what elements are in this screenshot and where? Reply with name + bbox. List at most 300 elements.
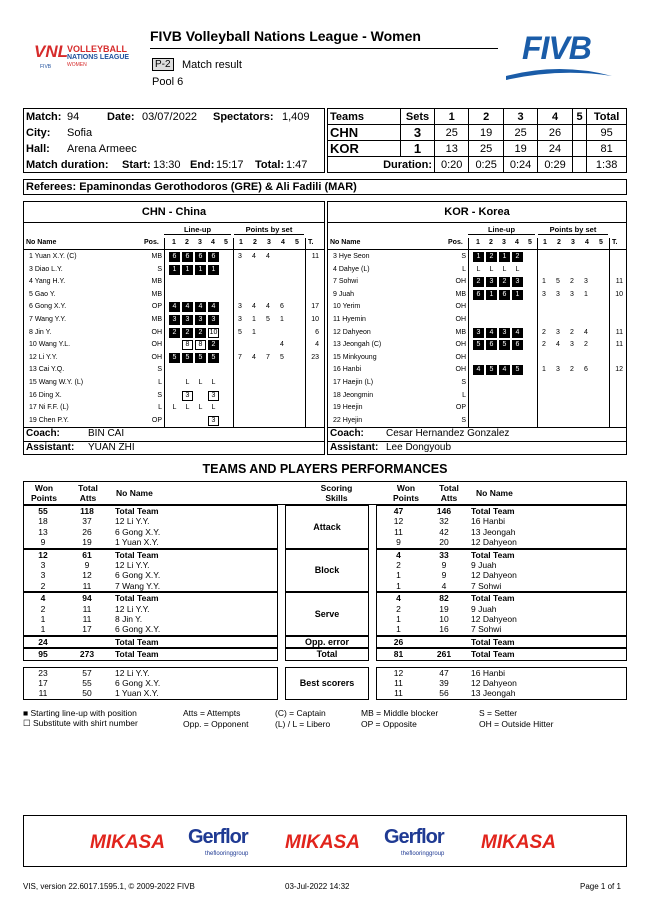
perf-header-cell [24,482,64,504]
lineup-set-number: 4 [211,239,215,246]
perf-cell: 32 [439,516,449,527]
set-points: 6 [280,303,284,311]
kor-coach: Cesar Hernandez Gonzalez [386,428,510,439]
doc-code: P-2 [152,58,174,71]
player-row [328,390,626,402]
score-set: 25 [435,125,469,141]
perf-header-label: Points [31,493,57,503]
player-name: 22 Hyejin [333,416,363,424]
player-total: 4 [315,341,319,349]
player-row [328,314,626,326]
player-row [328,339,626,351]
perf-cell: 12 Dahyeon [471,537,517,548]
player-name: 16 Ding X. [29,391,62,399]
player-position: S [157,366,162,374]
lineup-cell: 6 [486,340,497,350]
perf-cell: 273 [79,649,95,660]
player-total: 10 [311,316,319,323]
perf-cell: 16 Hanbi [471,516,506,527]
no-name-header: No Name [330,239,361,246]
duration-label: Duration: [328,157,435,173]
lineup-cell: 3 [208,315,219,325]
player-total: 6 [315,328,319,336]
legend-captain: (C) = Captain [275,708,326,718]
perf-cell: 33 [439,549,449,560]
set-points: 3 [542,290,546,298]
player-row [24,314,324,326]
kor-assistant: Lee Dongyoub [386,442,452,453]
lineup-cell: 3 [182,391,193,401]
perf-cell: 20 [439,537,449,548]
score-set: 13 [435,141,469,157]
set-points: 3 [570,290,574,298]
lineup-cell: 4 [473,365,484,375]
set-points: 5 [266,316,270,323]
player-row [24,415,324,427]
player-position: OP [151,303,162,311]
lineup-cell: L [489,265,494,273]
perf-cell: 16 Hanbi [471,667,506,678]
perf-cell: 1 Yuan X.Y. [115,688,159,699]
perf-skill-name: Best scorers [299,678,355,689]
lineup-cell: 4 [169,302,180,312]
perf-header-cell [472,482,628,504]
perf-cell: 18 [38,516,48,527]
player-row [24,289,324,301]
perf-cell: Total Team [115,549,159,560]
set-points: 1 [542,278,546,286]
perf-cell: 12 [393,667,404,678]
perf-header-cell [386,482,426,504]
lineup-cell: L [198,404,203,412]
score-table [327,108,627,173]
vnl-logo-line1: VOLLEYBALL [67,44,127,54]
player-name: 17 Ni F.F. (L) [29,404,69,412]
player-name: 5 Gao Y. [29,290,56,298]
set-points: 3 [238,303,242,311]
lineup-set-number: 3 [502,239,506,246]
player-name: 19 Heejin [333,404,363,412]
player-name: 17 Haejin (L) [333,379,374,386]
lineup-cell: 4 [486,328,497,338]
doc-title: Match result [182,59,242,71]
perf-cell: 6 Gong X.Y. [115,677,161,688]
lineup-cell: 6 [195,252,206,262]
lineup-cell: 6 [499,290,510,300]
player-total: 11 [615,328,623,336]
points-by-set-header: Points by set [538,225,608,235]
lineup-cell: 3 [208,416,219,426]
player-position: L [158,379,162,386]
perf-cell: Total Team [471,636,515,647]
spectators-label: Spectators: [213,111,274,123]
lineup-cell: 10 [209,328,218,336]
match-duration-label: Match duration: [26,159,109,171]
total-label: Total: [255,159,285,171]
set-points: 3 [556,366,560,374]
player-total: 11 [311,253,319,260]
chn-assistant: YUAN ZHI [88,442,135,453]
lineup-cell: 2 [195,328,206,338]
lineup-cell: 2 [486,252,497,262]
perf-cell: 9 [441,559,447,570]
perf-cell: 12 Li Y.Y. [115,516,150,527]
no-name-header: No Name [26,239,57,246]
player-row [24,390,324,402]
perf-header [23,481,627,505]
set-points: 3 [584,278,588,286]
perf-cell: 118 [80,506,94,516]
perf-skill-name: Total [316,649,338,660]
perf-cell: Total Team [471,593,515,604]
lineup-cell: 6 [182,252,193,262]
player-name: 1 Yuan X.Y. (C) [29,253,77,260]
column-header-row [328,238,626,250]
pool-label: Pool 6 [152,76,184,88]
perf-cell: 13 Jeongah [471,526,516,537]
perf-cell: 4 [396,549,401,560]
perf-cell: 7 Sohwi [471,624,502,635]
kor-player-table [328,222,626,429]
player-row [328,402,626,414]
lineup-cell: 2 [169,328,180,338]
perf-header-label: Points [393,493,419,503]
lineup-cell: 1 [473,252,484,262]
vnl-logo-fivb: FIVB [40,64,52,70]
score-header-set4: 4 [538,109,572,125]
set-points: 6 [584,366,588,374]
set-points: 4 [556,341,560,349]
perf-skill-name: Attack [313,521,341,532]
perf-header-cell [304,482,369,504]
lineup-cell: 5 [512,365,523,375]
lineup-set-number: 1 [476,239,480,246]
player-row [24,364,324,376]
score-set: 25 [469,141,503,157]
player-position: L [462,391,466,399]
perf-cell: 39 [439,677,449,688]
perf-header-cell [64,482,112,504]
lineup-cell: 2 [512,252,523,262]
player-position: L [462,265,466,273]
lineup-cell: L [185,379,190,386]
lineup-cell: 1 [486,290,497,300]
sponsor-mikasa: MIKASA [481,832,556,853]
player-position: L [158,404,162,412]
lineup-cell: 3 [473,328,484,338]
lineup-header: Line-up [164,225,231,235]
player-total: 11 [615,278,623,286]
city-value: Sofia [67,127,93,139]
score-header-set1: 1 [435,109,469,125]
perf-cell: 7 Sohwi [471,580,502,591]
player-row [24,301,324,313]
perf-cell: 11 [394,526,403,537]
score-sets: 1 [401,141,435,157]
fivb-logo [500,30,615,82]
player-row [328,251,626,263]
match-label: Match: [26,111,62,123]
set-duration: 0:25 [469,157,503,173]
end-value: 15:17 [216,159,244,171]
perf-cell: 55 [82,677,92,688]
player-row [328,301,626,313]
perf-cell: 12 Li Y.Y. [115,667,150,678]
perf-cell: 11 [394,677,403,688]
player-name: 12 Dahyeon [333,328,371,336]
lineup-cell: 3 [512,277,523,287]
set-points: 4 [252,303,256,311]
perf-cell: 9 Juah [471,559,497,570]
set-points: 3 [238,316,242,323]
perf-header-cell [426,482,472,504]
pos-header: Pos. [448,239,463,246]
lineup-cell: 1 [169,265,180,275]
perf-cell: Total Team [471,549,515,560]
perf-cell: 24 [38,636,48,647]
lineup-cell: 4 [208,302,219,312]
perf-cell: 12 [393,516,404,527]
score-set: 25 [503,125,537,141]
perf-cell: 10 [439,613,449,624]
lineup-cell: 5 [486,365,497,375]
player-position: MB [151,278,162,286]
player-name: 16 Hanbi [333,366,362,374]
player-position: OP [151,416,162,424]
player-position: MB [151,253,162,260]
perf-cell: 3 [40,570,46,581]
footer-version: VIS, version 22.6017.1595.1, © 2009-2022 FIVB [23,882,195,891]
perf-cell: 6 Gong X.Y. [115,526,161,537]
player-name: 13 Jeongah (C) [333,341,382,349]
perf-cell: 61 [82,549,92,560]
perf-header-label: Total [78,483,98,493]
legend-libero: (L) / L = Libero [275,718,331,729]
perf-cell: 95 [38,649,48,660]
perf-cell: 12 [38,549,48,560]
set-points: 4 [252,253,256,260]
perf-header-label: Atts [79,493,97,503]
score-set: 19 [503,141,537,157]
points-set-number: 3 [267,239,271,246]
lineup-cell: L [476,265,481,273]
perf-cell: 57 [82,667,92,678]
start-label: Start: [122,159,151,171]
lineup-cell: 5 [473,340,484,350]
score-header-total: Total [587,109,627,125]
perf-cell: 6 Gong X.Y. [115,624,161,635]
player-row [24,327,324,339]
lineup-set-number: 5 [224,239,228,246]
perf-cell: Total Team [471,506,515,516]
lineup-cell: L [211,404,216,412]
spectators-value: 1,409 [282,111,310,123]
lineup-cell: 3 [499,328,510,338]
column-header-row [24,238,324,250]
lineup-cell: 1 [195,265,206,275]
perf-header-cell [112,482,279,504]
hall-value: Arena Armeec [67,143,137,155]
lineup-cell: 3 [169,315,180,325]
player-row [328,289,626,301]
lineup-cell: 4 [512,328,523,338]
legend-oh: OH = Outside Hitter [479,718,554,729]
player-position: OH [151,328,162,336]
chn-coach-label: Coach: [26,428,60,439]
perf-cell: 9 [84,559,90,570]
score-header-set3: 3 [503,109,537,125]
legend-opp: Opp. = Opponent [183,718,249,729]
sponsor-gerflor-tagline: theflooringgroup [205,851,249,857]
lineup-cell: 3 [195,315,206,325]
set-points: 1 [252,328,256,336]
perf-cell: 17 [38,677,48,688]
score-header-sets: Sets [401,109,435,125]
lineup-set-number: 3 [198,239,202,246]
lineup-cell: 1 [182,265,193,275]
perf-cell: 13 Jeongah [471,688,516,699]
player-total: 23 [311,353,319,361]
perf-header-label: Skills [325,493,348,503]
player-name: 3 Hye Seon [333,253,370,260]
sponsor-gerflor: Gerflor [384,826,444,848]
vnl-logo-women: WOMEN [67,62,87,68]
set-points: 4 [252,353,256,361]
sponsor-gerflor-tagline: theflooringgroup [401,851,445,857]
perf-cell: 11 [38,688,48,699]
lineup-cell: 1 [499,252,510,262]
points-set-number: 3 [571,239,575,246]
lineup-cell: 1 [512,290,523,300]
sponsor-mikasa: MIKASA [285,832,360,853]
score-set: 26 [538,125,572,141]
perf-cell: 19 [82,537,92,548]
lineup-cell: 2 [473,277,484,287]
player-name: 15 Wang W.Y. (L) [29,379,84,386]
points-set-number: 5 [295,239,299,246]
lineup-cell: 4 [195,302,206,312]
lineup-set-number: 1 [172,239,176,246]
score-sets: 3 [401,125,435,141]
perf-section [23,667,627,700]
lineup-cell: 2 [182,328,193,338]
sponsor-mikasa: MIKASA [90,832,165,853]
set-points: 4 [266,303,270,311]
player-position: S [157,391,162,399]
no-name-header: No Name [476,488,513,498]
perf-cell: 9 [441,570,447,581]
player-row [328,377,626,389]
perf-cell: 9 [40,537,46,548]
player-row [24,402,324,414]
perf-cell: 47 [439,667,449,678]
player-name: 4 Dahye (L) [333,265,370,273]
lineup-cell: L [198,379,203,386]
perf-cell: 11 [82,580,92,591]
player-position: OH [455,341,466,349]
player-row [24,339,324,351]
points-set-number: 5 [599,239,603,246]
total-duration: 1:38 [587,157,627,173]
perf-cell: 56 [439,688,449,699]
set-points: 2 [570,366,574,374]
set-points: 2 [542,341,546,349]
points-by-set-header: Points by set [234,225,304,235]
player-total: 17 [311,303,319,311]
set-points: 3 [556,290,560,298]
player-position: S [157,265,162,273]
perf-cell: 81 [393,649,404,660]
perf-skill-name: Opp. error [304,636,349,647]
perf-cell: 26 [393,636,404,647]
perf-cell: 12 Li Y.Y. [115,603,150,614]
perf-cell: 11 [82,613,92,624]
footer-page: Page 1 of 1 [580,882,621,891]
player-position: MB [455,290,466,298]
footer-timestamp: 03-Jul-2022 14:32 [285,882,350,891]
fivb-logo-text: FIVB [522,30,591,66]
player-position: MB [151,290,162,298]
player-position: OH [455,353,466,361]
player-name: 8 Jin Y. [29,328,52,336]
perf-cell: 26 [82,526,92,537]
perf-cell: Total Team [115,636,159,647]
player-position: MB [151,316,162,323]
referees: Referees: Epaminondas Gerothodoros (GRE) & Ali Fadili (MAR) [26,181,357,193]
perf-cell: 12 Dahyeon [471,570,517,581]
perf-cell: 2 [40,603,46,614]
score-team: KOR [328,141,401,157]
set-points: 1 [542,366,546,374]
perf-cell: 23 [38,667,48,678]
perf-cell: Total Team [115,649,159,660]
set-duration [572,157,587,173]
lineup-cell: 5 [195,353,206,363]
set-points: 4 [584,328,588,336]
perf-cell: 37 [82,516,92,527]
perf-cell: 19 [439,603,449,614]
score-set: 24 [538,141,572,157]
perf-cell: 1 [396,580,401,591]
perf-header-label: Won [34,483,54,493]
no-name-header: No Name [116,488,153,498]
lineup-set-number: 2 [489,239,493,246]
score-total: 81 [587,141,627,157]
perf-cell: 1 [396,570,401,581]
perf-cell: 17 [82,624,92,635]
page-title: FIVB Volleyball Nations League - Women [150,28,421,44]
lineup-cell: 5 [169,353,180,363]
perf-cell: Total Team [115,506,159,516]
vnl-logo [34,42,144,74]
lineup-cell: 4 [499,365,510,375]
set-points: 2 [584,341,588,349]
perf-cell: 2 [396,559,401,570]
player-row [328,415,626,427]
perf-cell: 7 Wang Y.Y. [115,580,161,591]
score-row-kor [328,141,627,157]
points-set-number: 2 [253,239,257,246]
lineup-cell: L [172,404,177,412]
perf-cell: 6 Gong X.Y. [115,570,161,581]
perf-skill-name: Block [314,565,340,576]
chn-player-table [24,222,324,429]
set-points: 1 [584,290,588,298]
player-total: 12 [615,366,623,374]
chn-title: CHN - China [141,206,207,218]
score-set [572,125,587,141]
legend-op: OP = Opposite [361,718,417,729]
